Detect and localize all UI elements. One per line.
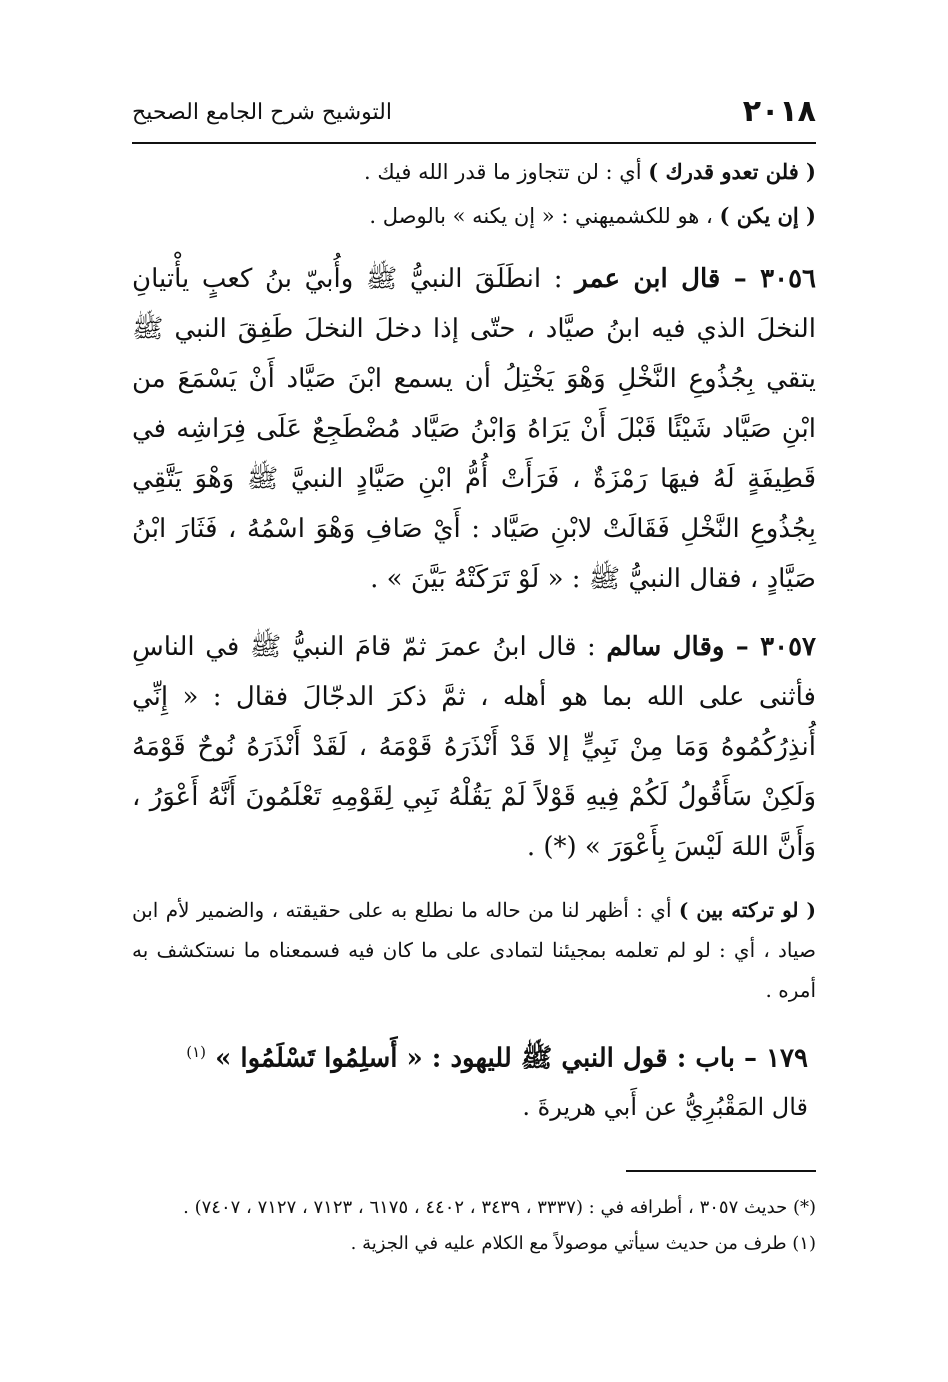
explanation-term: ( لو تركته بين ) xyxy=(678,898,816,922)
hadith-paragraph xyxy=(132,254,816,604)
explanation-text: أي : أظهر لنا من حاله ما نطلع به على حقيقته ، والضمير لأم ابن صياد ، أي : لو لم تعلمه بمجيئنا لتمادى على ما كان فيه فسمعناه ما نستكشف به أمره . xyxy=(132,898,816,1002)
hadith-paragraph xyxy=(132,622,816,872)
gloss-explanation: ، هو للكشميهني : « إن يكنه » بالوصل . xyxy=(369,204,720,228)
gloss-term: ( فلن تعدو قدرك ) xyxy=(648,159,816,184)
hadith-number: ٣٠٥٧ xyxy=(760,632,816,662)
hadith-narrator: – وقال سالم xyxy=(606,632,761,662)
page-content xyxy=(132,152,816,1131)
page-number: ٢٠١٨ xyxy=(742,94,816,129)
footnote-divider xyxy=(626,1170,816,1172)
gloss-term: ( إن يكن ) xyxy=(719,203,816,228)
chapter-title: ١٧٩ – باب : قول النبي ﷺ لليهود : « أَسلِمُوا تَسْلَمُوا » xyxy=(206,1043,808,1074)
footnotes-section xyxy=(132,1170,816,1262)
page-header xyxy=(132,92,816,144)
hadith-number: ٣٠٥٦ xyxy=(760,264,817,294)
footnote: (١) طرف من حديث سيأتي موصولاً مع الكلام عليه في الجزية . xyxy=(350,1233,816,1254)
gloss-note xyxy=(132,152,816,192)
footnote-marker: (١) xyxy=(186,1043,207,1061)
chapter-heading xyxy=(132,1028,816,1083)
explanation-note xyxy=(132,890,816,1010)
hadith-text: : انطَلَقَ النبيُّ ﷺ وأُبيّ بنُ كعبٍ يأْتيانِ النخلَ الذي فيه ابنُ صيَّاد ، حتّى إذا دخلَ النخلَ طَفِقَ النبي ﷺ يتقي بِجُذُوعِ النَّخْلِ وَهْوَ يَخْتِلُ أن يسمع ابْنَ صَيَّاد أَنْ يَسْمَعَ من ابْنِ صَيَّاد شَيْئًا قَبْلَ أَنْ يَرَاهُ وَابْنُ صَيَّاد مُضْطَجِعٌ عَلَى فِرَاشِه في قَطِيفَةٍ لَهُ فيهَا رَمْزَةٌ ، فَرَأَتْ أُمُّ ابْنِ صَيَّادٍ النبيَّ ﷺ وَهْوَ يَتَّقِي بِجُذُوعِ النَّخْلِ فَقَالَتْ لابْنِ صَيَّاد : أَيْ صَافِ وَهْوَ اسْمُهُ ، فَثَارَ ابْنُ صَيَّادٍ ، فقال النبيُّ ﷺ : « لَوْ تَرَكَتْهُ بَيَّنَ » . xyxy=(132,264,816,594)
gloss-explanation: أي : لن تتجاوز ما قدر الله فيك . xyxy=(363,160,649,184)
hadith-text: : قال ابنُ عمرَ ثمّ قامَ النبيُّ ﷺ في الناسِ فأثنى على الله بما هو أهله ، ثمَّ ذكرَ الدجّالَ فقال : « إِنِّي أُنذِرُكُمُوهُ وَمَا مِنْ نَبِيٍّ إلا قَدْ أَنْذَرَهُ قَوْمَهُ ، لَقَدْ أَنْذَرَهُ نُوحٌ قَوْمَهُ وَلَكِنْ سَأَقُولُ لَكُمْ فِيهِ قَوْلاً لَمْ يَقُلْهُ نَبِي لِقَوْمِهِ تَعْلَمُونَ أَنَّهُ أَعْوَرُ ، وَأَنَّ اللهَ لَيْسَ بِأَعْوَرَ » (*) . xyxy=(132,632,816,862)
gloss-note xyxy=(132,196,816,236)
running-title: التوشيح شرح الجامع الصحيح xyxy=(132,100,392,125)
hadith-narrator: – قال ابن عمر xyxy=(575,264,761,294)
footnote: (*) حديث ٣٠٥٧ ، أطرافه في : (٣٣٣٧ ، ٣٤٣٩ ، ٤٤٠٢ ، ٦١٧٥ ، ٧١٢٣ ، ٧١٢٧ ، ٧٤٠٧) . xyxy=(183,1197,816,1218)
chapter-text: قال المَقْبُرِيُّ عن أَبي هريرةَ . xyxy=(522,1092,808,1121)
